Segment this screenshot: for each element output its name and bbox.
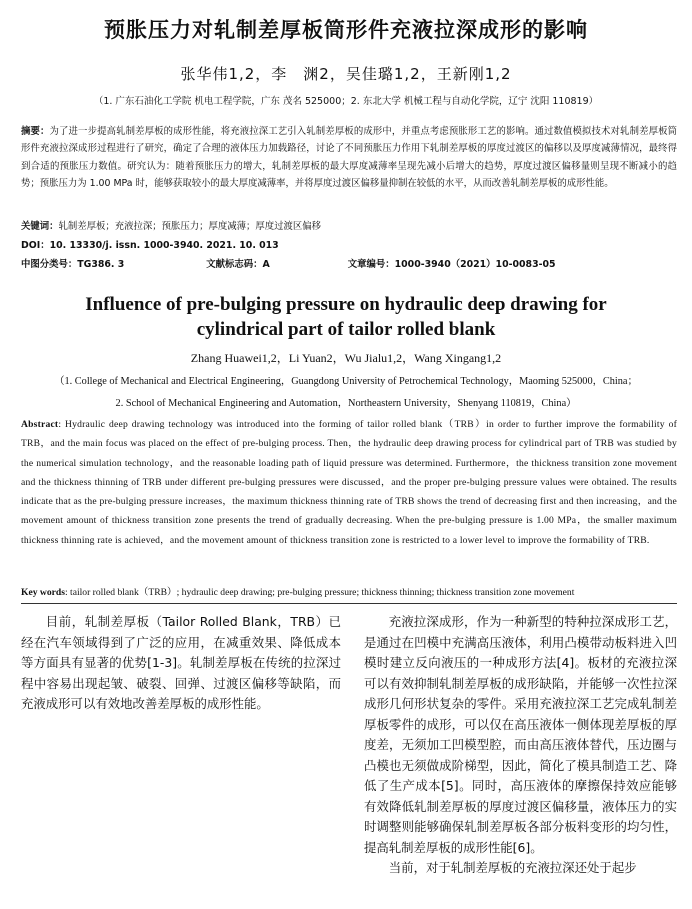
- clc-value: TG386. 3: [77, 259, 125, 270]
- english-affiliation-line-2: 2. School of Mechanical Engineering and Automation，Northeastern University，Shenyang 110819，China）: [115, 398, 577, 409]
- chinese-keywords-label: 关键词：: [21, 221, 59, 232]
- english-title: [0, 292, 692, 342]
- body-left-column: [21, 612, 341, 715]
- classification-line: [21, 256, 677, 270]
- chinese-authors: 张华伟1,2，李 渊2，吴佳璐1,2，王新刚1,2: [180, 65, 512, 83]
- english-authors: Zhang Huawei1,2，Li Yuan2，Wu Jialu1,2，Wang Xingang1,2: [190, 351, 502, 365]
- english-affiliation: [0, 371, 692, 415]
- doc-code-value: A: [262, 259, 270, 270]
- article-number-value: 1000-3940（2021）10-0083-05: [394, 259, 556, 270]
- english-keywords: [21, 584, 681, 598]
- doi-value: 10. 13330/j. issn. 1000-3940. 2021. 10. 013: [49, 240, 279, 251]
- chinese-title: 预胀压力对轧制差厚板筒形件充液拉深成形的影响: [104, 18, 588, 42]
- english-title-line-2: cylindrical part of tailor rolled blank: [196, 319, 496, 340]
- clc-label: 中图分类号：: [21, 259, 78, 270]
- article-number-label: 文章编号：: [347, 259, 395, 270]
- body-paragraph: 当前，对于轧制差厚板的充液拉深还处于起步: [388, 860, 637, 875]
- chinese-abstract-label: 摘要：: [21, 126, 50, 137]
- english-keywords-text: : tailor rolled blank（TRB）; hydraulic deep drawing; pre-bulging pressure; thickness thinning; thickness transition zone movement: [64, 587, 575, 598]
- english-title-line-1: Influence of pre-bulging pressure on hydraulic deep drawing for: [85, 294, 607, 315]
- chinese-abstract-text: 为了进一步提高轧制差厚板的成形性能，将充液拉深工艺引入轧制差厚板的成形中，并重点考虑预胀形工艺的影响。通过数值模拟技术对轧制差厚板筒形件充液拉深成形过程进行了研究，确定了合理的液体压力加载路径，讨论了不同预胀压力作用下轧制差厚板的厚度过渡区的偏移以及厚度减薄情况，最终得到合适的预胀压力数值。研究认为：随着预胀压力的增大，轧制差厚板的最大厚度减薄率呈现先减小后增大的趋势，厚度过渡区偏移量则呈现不断减小的趋势；预胀压力为 1.00 MPa 时，能够获取较小的最大厚度减薄率，并将厚度过渡区偏移量抑制在较低的水平，从而改善轧制差厚板的成形性能。: [21, 126, 677, 189]
- doi-label: DOI：: [21, 240, 50, 251]
- english-abstract-text: : Hydraulic deep drawing technology was introduced into the forming of tailor rolled blank（TRB）in order to further improve the formability of TRB，and the main focus was placed on the effect of pre-bulging process. Then，the hydraulic deep drawing process for cylindrical part of TRB was studied by the numerical simulation technology，and the reasonable loading path of liquid pressure was determined. Furthermore，the thickness transition zone movement and the thickness thinning of TRB under different pre-bulging pressures were discussed，and the proper pre-bulging pressure values were obtained. The results indicate that as the pre-bulging pressure increases，the maximum thickness thinning rate of TRB shows the trend of decreasing first and then increasing，and the movement amount of thickness transition zone presents the trend of gradually decreasing. When the pre-bulging pressure is 1.00 MPa，the smaller maximum thickness thinning rate is achieved，and the movement amount of thickness transition zone is restricted to a lower level to improve the formability of TRB.: [21, 419, 677, 546]
- chinese-keywords: [21, 218, 321, 232]
- body-paragraph: 充液拉深成形，作为一种新型的特种拉深成形工艺，是通过在凹模中充满高压液体，利用凸模带动板料进入凹模时建立反向液压的一种成形方法[4]。板材的充液拉深可以有效抑制轧制差厚板的成形缺陷，并能够一次性拉深成形几何形状复杂的零件。采用充液拉深工艺完成轧制差厚板零件的成形，可以仅在高压液体一侧体现差厚板的厚度差，无须加工凹模型腔，而由高压液体替代，压边圈与凸模也无须做成阶梯型，因此，简化了模具制造工艺、降低了生产成本[5]。同时，高压液体的摩擦保持效应能够有效降低轧制差厚板的厚度过渡区偏移量，液体压力的实时调整则能够确保轧制差厚板各部分板料变形的均匀性，提高轧制差厚板的成形性能[6]。: [364, 614, 677, 855]
- body-paragraph: 目前，轧制差厚板（Tailor Rolled Blank，TRB）已经在汽车领域得到了广泛的应用，在减重效果、降低成本等方面具有显著的优势[1-3]。轧制差厚板在传统的拉深过程中容易出现起皱、破裂、回弹、过渡区偏移等缺陷，而充液成形可以有效地改善差厚板的成形性能。: [21, 614, 341, 711]
- chinese-abstract: [21, 123, 677, 192]
- english-abstract-label: Abstract: [21, 419, 59, 430]
- english-affiliation-line-1: （1. College of Mechanical and Electrical Engineering，Guangdong University of Petrochemical Technology，Maoming 525000，China；: [54, 376, 638, 387]
- doc-code-label: 文献标志码：: [206, 259, 263, 270]
- body-right-column: [364, 612, 677, 879]
- chinese-affiliation: （1. 广东石油化工学院 机电工程学院，广东 茂名 525000；2. 东北大学 机械工程与自动化学院，辽宁 沈阳 110819）: [93, 96, 599, 107]
- english-abstract: [21, 415, 677, 550]
- section-divider: [21, 603, 677, 604]
- doi-line: [21, 237, 279, 251]
- chinese-keywords-text: 轧制差厚板；充液拉深；预胀压力；厚度减薄；厚度过渡区偏移: [58, 221, 322, 232]
- english-keywords-label: Key words: [21, 587, 65, 598]
